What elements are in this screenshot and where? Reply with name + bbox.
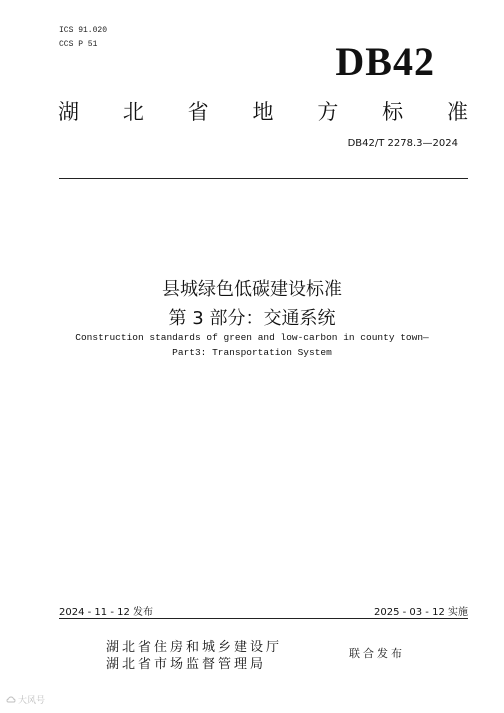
implementation-date: 2025 - 03 - 12 实施 [373,607,468,618]
joint-release-label: 联合发布 [349,647,405,660]
top-divider [59,178,468,179]
document-subtitle-cn: 第 3 部分：交通系统 [168,308,336,329]
db-mark: DB42 [335,39,435,84]
title-char: 北 [122,100,144,124]
watermark [6,693,45,706]
title-char: 方 [317,100,339,124]
cloud-logo-icon [6,695,16,705]
title-char: 地 [252,100,274,124]
ccs-code: CCS P 51 [59,40,98,49]
title-char: 标 [382,100,404,124]
ics-code: ICS 91.020 [59,26,108,35]
issuer-department-1: 湖北省住房和城乡建设厅 [106,640,283,655]
issuer-department-2: 湖北省市场监督管理局 [106,657,267,672]
document-title-cn: 县城绿色低碳建设标准 [162,279,342,300]
document-title-en-line2: Part3: Transportation System [172,347,332,358]
document-title-en-line1: Construction standards of green and low-carbon in county town— [75,332,429,343]
bottom-divider [59,618,468,619]
standard-category-title [58,96,468,126]
title-char: 省 [187,100,209,124]
title-char: 湖 [58,100,79,124]
standard-number: DB42/T 2278.3—2024 [347,138,458,149]
title-char: 准 [446,100,468,124]
issue-date: 2024 - 11 - 12 发布 [59,607,154,618]
classification-codes [59,24,107,52]
watermark-text: 大风号 [18,696,46,706]
